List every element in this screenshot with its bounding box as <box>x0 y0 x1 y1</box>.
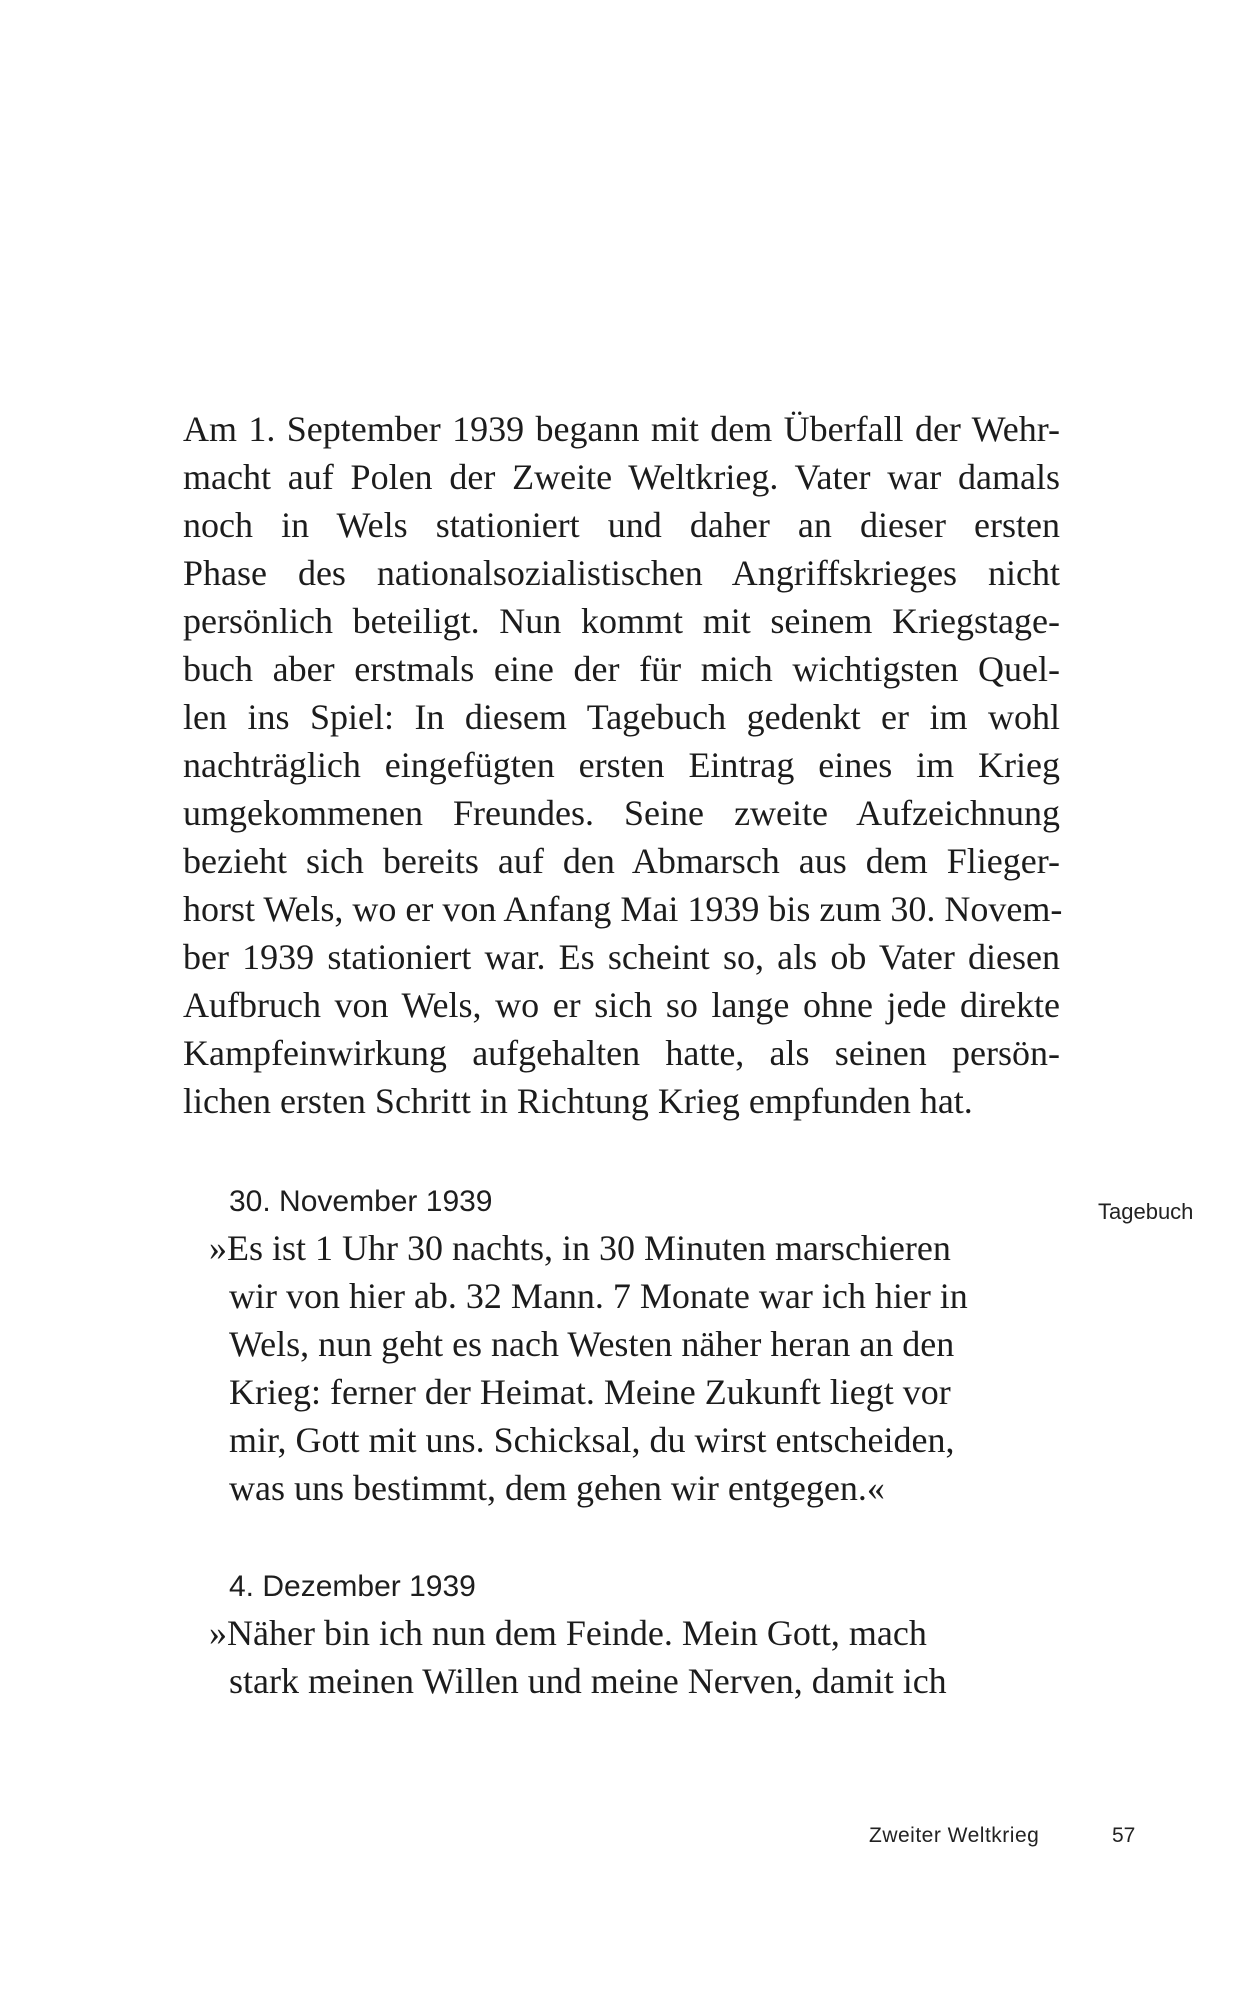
entry-date-heading: 30. November 1939 <box>229 1185 493 1218</box>
paragraph-line: umgekommenen Freundes. Seine zweite Aufzeichnung <box>183 793 1060 833</box>
paragraph-line: nachträglich eingefügten ersten Eintrag eines im Krieg <box>183 745 1060 785</box>
paragraph-line: Am 1. September 1939 begann mit dem Überfall der Wehr- <box>183 409 1060 449</box>
page-number: 57 <box>1112 1824 1136 1847</box>
paragraph-line: bezieht sich bereits auf den Abmarsch aus dem Flieger- <box>183 841 1060 881</box>
quote-line: wir von hier ab. 32 Mann. 7 Monate war ich hier in <box>229 1276 968 1316</box>
paragraph-line: buch aber erstmals eine der für mich wichtigsten Quel- <box>183 649 1060 689</box>
paragraph-line: ber 1939 stationiert war. Es scheint so, als ob Vater diesen <box>183 937 1060 977</box>
paragraph-line: persönlich beteiligt. Nun kommt mit seinem Kriegstage- <box>183 601 1060 641</box>
running-footer-title: Zweiter Weltkrieg <box>869 1824 1040 1847</box>
quote-line: was uns bestimmt, dem gehen wir entgegen.« <box>229 1468 885 1508</box>
paragraph-line: Phase des nationalsozialistischen Angriffskrieges nicht <box>183 553 1060 593</box>
paragraph-line: lichen ersten Schritt in Richtung Krieg empfunden hat. <box>183 1081 973 1121</box>
entry-date-heading: 4. Dezember 1939 <box>229 1570 476 1603</box>
paragraph-line: macht auf Polen der Zweite Weltkrieg. Vater war damals <box>183 457 1060 497</box>
paragraph-line: noch in Wels stationiert und daher an dieser ersten <box>183 505 1060 545</box>
quote-line: Wels, nun geht es nach Westen näher heran an den <box>229 1324 955 1364</box>
paragraph-line: len ins Spiel: In diesem Tagebuch gedenkt er im wohl <box>183 697 1060 737</box>
paragraph-line: Aufbruch von Wels, wo er sich so lange ohne jede direkte <box>183 985 1060 1025</box>
margin-note-diary: Tagebuch <box>1098 1199 1194 1224</box>
quote-line: mir, Gott mit uns. Schicksal, du wirst entscheiden, <box>229 1420 955 1460</box>
quote-line: Krieg: ferner der Heimat. Meine Zukunft liegt vor <box>229 1372 951 1412</box>
paragraph-line: horst Wels, wo er von Anfang Mai 1939 bis zum 30. Novem- <box>183 889 1063 929</box>
quote-line: stark meinen Willen und meine Nerven, damit ich <box>229 1661 947 1701</box>
quote-line: »Näher bin ich nun dem Feinde. Mein Gott, mach <box>209 1613 927 1653</box>
paragraph-line: Kampfeinwirkung aufgehalten hatte, als seinen persön- <box>183 1033 1060 1073</box>
quote-line: »Es ist 1 Uhr 30 nachts, in 30 Minuten marschieren <box>209 1228 951 1268</box>
